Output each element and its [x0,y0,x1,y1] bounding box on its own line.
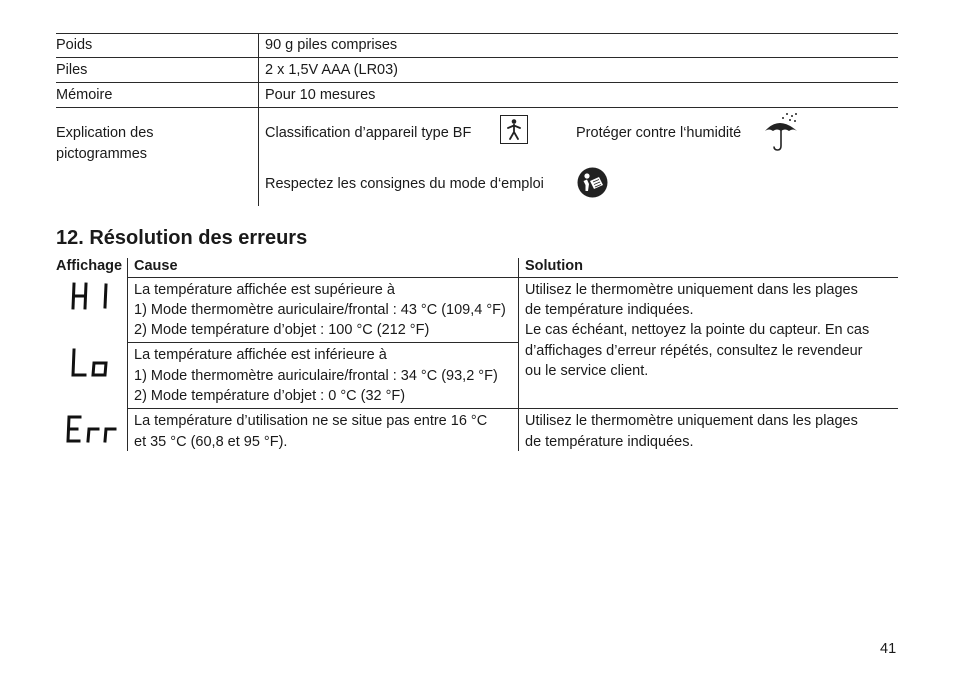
spec-rule [56,82,898,83]
spec-rule-top [56,33,898,34]
solution-hi-lo-line5: ou le service client. [525,363,649,379]
spec-label-weight: Poids [56,37,93,53]
page-number: 41 [880,641,897,657]
cause-hi-line3: 2) Mode température d’objet : 100 °C (212 °F) [134,322,430,338]
solution-hi-lo-line2: de température indiquées. [525,302,694,318]
type-bf-text: Classification d’appareil type BF [265,125,472,141]
spec-rule [56,57,898,58]
display-lo-icon [70,348,116,378]
spec-value-weight: 90 g piles comprises [265,37,398,53]
table-column-divider [518,258,519,451]
spec-column-divider [258,33,259,206]
header-solution: Solution [525,258,583,274]
humidity-text: Protéger contre l‘humidité [576,125,742,141]
spec-value-memory: Pour 10 mesures [265,87,376,103]
cause-lo-line2: 1) Mode thermomètre auriculaire/frontal : 34 °C (93,2 °F) [134,368,498,384]
cause-lo-line1: La température affichée est inférieure à [134,347,387,363]
spec-rule [56,107,898,108]
solution-err-line2: de température indiquées. [525,434,694,450]
cause-err-line2: et 35 °C (60,8 et 95 °F). [134,434,288,450]
bf-person-icon [500,115,528,144]
instruction-manual-icon [577,167,608,198]
pictogram-label-line1: Explication des [56,125,154,141]
solution-hi-lo-line4: d’affichages d’erreur répétés, consultez le revendeur [525,343,863,359]
cause-err-line1: La température d’utilisation ne se situe pas entre 16 °C [134,413,488,429]
solution-hi-lo-line1: Utilisez le thermomètre uniquement dans les plages [525,282,858,298]
table-rule [127,342,518,343]
header-display: Affichage [56,258,123,274]
spec-label-memory: Mémoire [56,87,113,103]
display-err-icon [65,414,121,444]
table-rule [127,277,898,278]
cause-hi-line1: La température affichée est supérieure à [134,282,395,298]
table-rule [127,408,898,409]
instructions-text: Respectez les consignes du mode d‘emploi [265,176,544,192]
umbrella-rain-icon [763,111,801,153]
spec-value-batteries: 2 x 1,5V AAA (LR03) [265,62,398,78]
display-hi-icon [70,281,116,311]
table-column-divider [127,258,128,451]
cause-hi-line2: 1) Mode thermomètre auriculaire/frontal : 43 °C (109,4 °F) [134,302,506,318]
spec-label-batteries: Piles [56,62,88,78]
cause-lo-line3: 2) Mode température d’objet : 0 °C (32 °F) [134,388,406,404]
section-title: 12. Résolution des erreurs [56,227,308,249]
header-cause: Cause [134,258,178,274]
pictogram-label-line2: pictogrammes [56,146,148,162]
solution-err-line1: Utilisez le thermomètre uniquement dans les plages [525,413,858,429]
solution-hi-lo-line3: Le cas échéant, nettoyez la pointe du capteur. En cas [525,322,870,338]
